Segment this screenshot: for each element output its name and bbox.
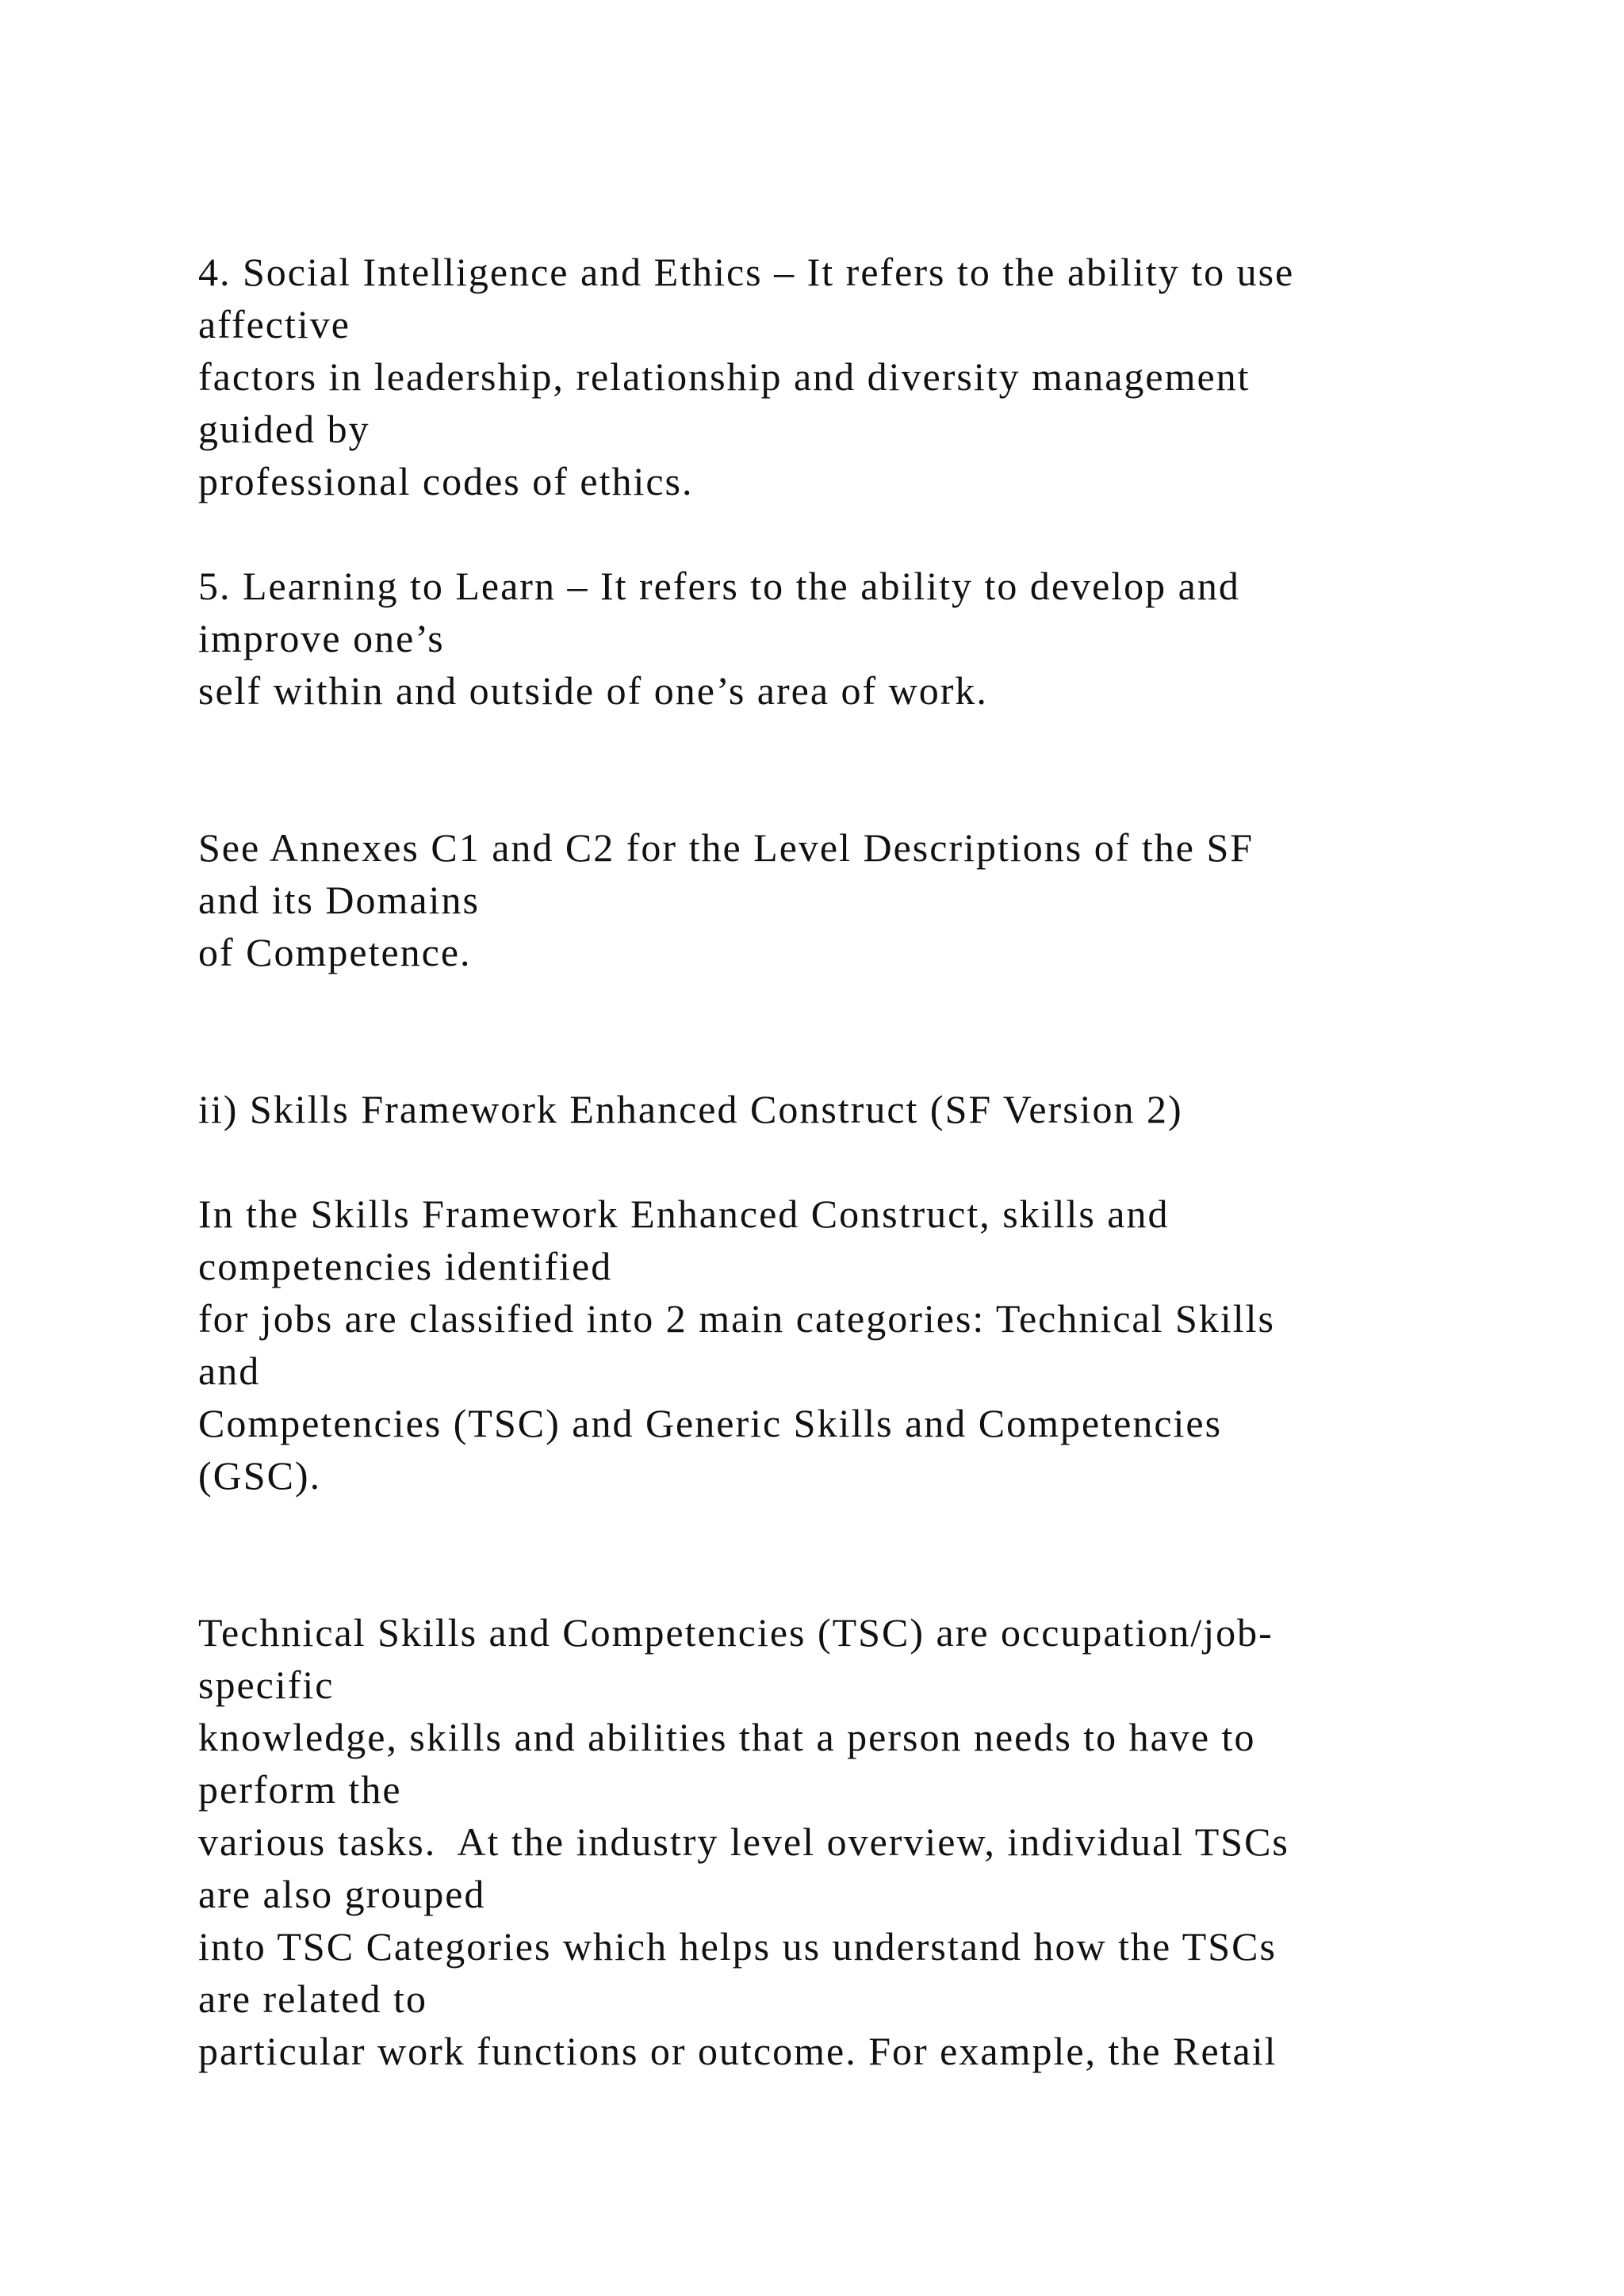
text-line: factors in leadership, relationship and diversity management (198, 354, 1251, 399)
paragraph-spacer (198, 1135, 1467, 1188)
text-line: various tasks. At the industry level overview, individual TSCs (198, 1820, 1289, 1864)
text-line: 5. Learning to Learn – It refers to the ability to develop and (198, 564, 1240, 608)
paragraph-spacer (198, 1502, 1467, 1606)
text-line: Competencies (TSC) and Generic Skills and Competencies (198, 1401, 1223, 1445)
paragraph-learning-to-learn (198, 560, 1467, 717)
text-line: knowledge, skills and abilities that a person needs to have to (198, 1715, 1256, 1759)
text-line: for jobs are classified into 2 main categories: Technical Skills (198, 1296, 1275, 1341)
text-line: guided by (198, 407, 370, 451)
text-line: and (198, 1349, 261, 1393)
text-line: are also grouped (198, 1872, 486, 1916)
text-line: self within and outside of one’s area of work. (198, 668, 988, 713)
text-line: are related to (198, 1976, 427, 2021)
paragraph-spacer (198, 717, 1467, 821)
text-line: and its Domains (198, 878, 480, 922)
text-line: particular work functions or outcome. For example, the Retail (198, 2029, 1277, 2073)
paragraph-spacer (198, 507, 1467, 560)
paragraph-annex-reference (198, 821, 1467, 978)
text-line: In the Skills Framework Enhanced Construct, skills and (198, 1192, 1170, 1236)
text-line: specific (198, 1663, 335, 1707)
text-line: (GSC). (198, 1453, 322, 1498)
heading-text: ii) Skills Framework Enhanced Construct (SF Version 2) (198, 1087, 1183, 1131)
text-line: competencies identified (198, 1244, 613, 1288)
text-line: See Annexes C1 and C2 for the Level Descriptions of the SF (198, 825, 1254, 870)
paragraph-social-intelligence (198, 246, 1467, 507)
text-line: affective (198, 302, 350, 346)
text-line: Technical Skills and Competencies (TSC) are occupation/job- (198, 1610, 1274, 1655)
text-line: professional codes of ethics. (198, 459, 694, 503)
paragraph-technical-skills (198, 1606, 1467, 2077)
text-line: 4. Social Intelligence and Ethics – It refers to the ability to use (198, 250, 1295, 294)
paragraph-enhanced-construct (198, 1188, 1467, 1502)
text-line: improve one’s (198, 616, 445, 660)
text-line: perform the (198, 1767, 402, 1812)
text-line: into TSC Categories which helps us understand how the TSCs (198, 1924, 1277, 1969)
section-heading (198, 1083, 1467, 1135)
paragraph-spacer (198, 978, 1467, 1083)
text-line: of Competence. (198, 930, 472, 974)
document-body (198, 246, 1467, 2077)
